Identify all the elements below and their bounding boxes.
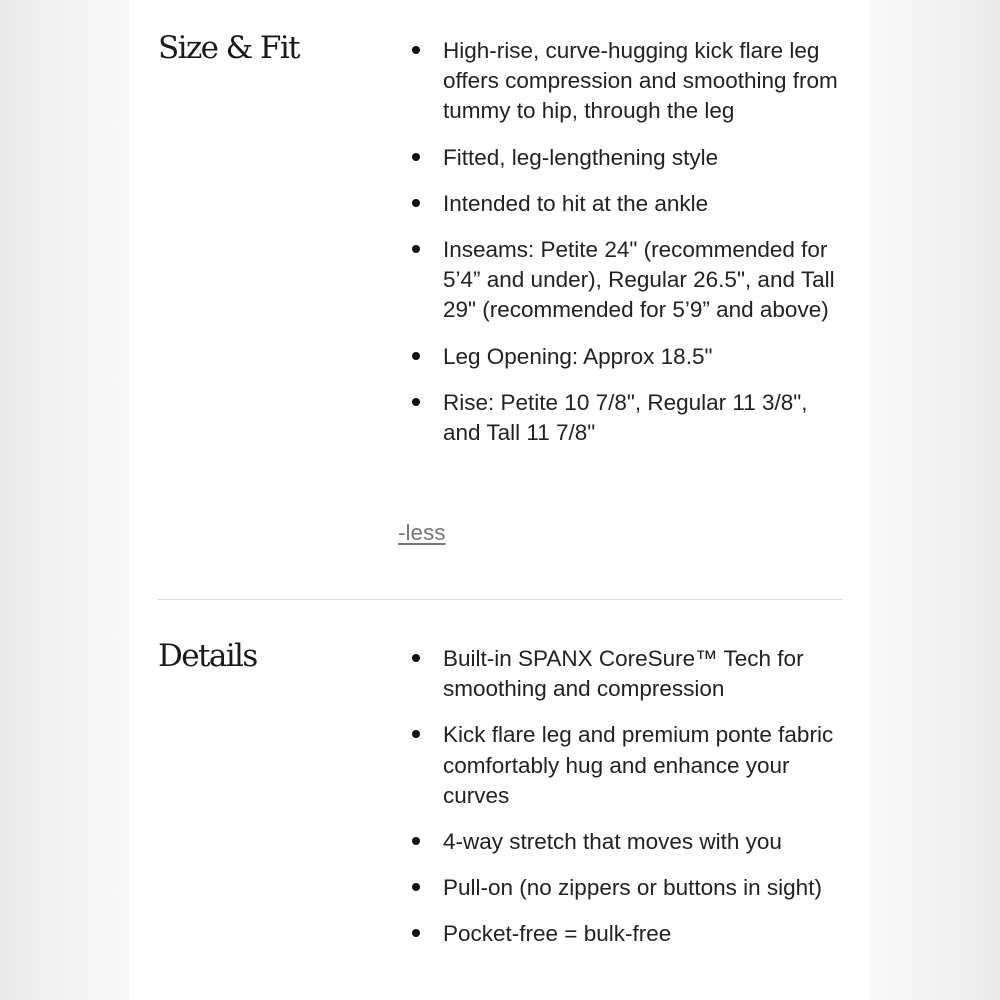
list-item: Inseams: Petite 24" (recommended for 5’4” and under), Regular 26.5", and Tall 29" (recommended for 5’9” and above) bbox=[399, 235, 844, 326]
list-item: Built-in SPANX CoreSure™ Tech for smoothing and compression bbox=[399, 644, 844, 704]
details-list bbox=[399, 644, 844, 966]
list-item: 4-way stretch that moves with you bbox=[399, 827, 844, 857]
list-item: High-rise, curve-hugging kick flare leg offers compression and smoothing from tummy to hip, through the leg bbox=[399, 36, 844, 127]
size-fit-list bbox=[399, 36, 844, 464]
list-item: Rise: Petite 10 7/8", Regular 11 3/8", and Tall 11 7/8" bbox=[399, 388, 844, 448]
list-item: Fitted, leg-lengthening style bbox=[399, 143, 844, 173]
size-fit-heading: Size & Fit bbox=[158, 30, 300, 66]
details-heading: Details bbox=[158, 638, 257, 674]
list-item: Kick flare leg and premium ponte fabric comfortably hug and enhance your curves bbox=[399, 720, 844, 811]
list-item: Intended to hit at the ankle bbox=[399, 189, 844, 219]
list-item: Leg Opening: Approx 18.5" bbox=[399, 342, 844, 372]
show-less-link[interactable]: -less bbox=[398, 520, 446, 545]
list-item: Pull-on (no zippers or buttons in sight) bbox=[399, 873, 844, 903]
list-item: Pocket-free = bulk-free bbox=[399, 919, 844, 949]
section-divider bbox=[158, 599, 842, 600]
